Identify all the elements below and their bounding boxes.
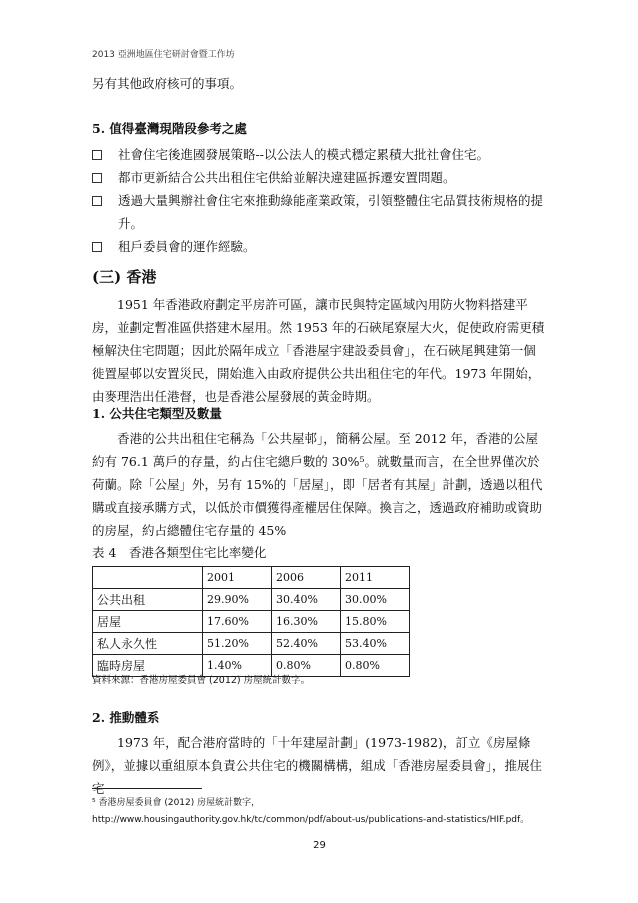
table-cell	[93, 567, 203, 589]
bullet-item	[92, 189, 547, 231]
subsection-2-heading: 2. 推動體系	[92, 710, 160, 725]
table-cell: 30.40%	[272, 589, 341, 611]
promotion-system-paragraph: 1973 年，配合港府當時的「十年建屋計劃」(1973-1982)，訂立《房屋條例》，並據以重組原本負責公共住宅的機關構構，組成「香港房屋委員會」，推展住宅	[92, 735, 543, 796]
hong-kong-paragraph: 1951 年香港政府劃定平房許可區，讓市民與特定區域內用防火物料搭建平房，並劃定暫准區供搭建木屋用。然 1953 年的石硤尾寮屋大火，促使政府需更積極解決住宅問題；因此於隔年成立「香港屋宇建設委員會」，在石硤尾興建第一個徙置屋邨以安置災民，開始進入由政府提供公共出租住宅的年代。1973 年開始，由麥理浩出任港督，也是香港公屋發展的黃金時期。	[92, 297, 545, 404]
bullet-text: 都市更新結合公共出租住宅供給並解決違建區拆遷安置問題。	[118, 170, 456, 185]
table-cell: 居屋	[93, 611, 203, 633]
table-cell: 2001	[203, 567, 272, 589]
public-housing-paragraph: 香港的公共出租住宅稱為「公共屋邨」，簡稱公屋。至 2012 年，香港的公屋約有 76.1 萬戶的存量，約占住宅總戶數的 30%⁵。就數量而言，在全世界僅次於荷蘭。除「公屋」外，另有 15%的「居屋」，即「居者有其屋」計劃，透過以租代購或直接承購方式，以低於市價獲得產權居住保障。換言之，透過政府補助或資助的房屋，約占總體住宅存量的 45%	[92, 431, 543, 538]
section-5-heading: 5. 值得臺灣現階段參考之處	[92, 121, 247, 136]
bullet-item	[92, 166, 547, 189]
table-cell: 29.90%	[203, 589, 272, 611]
table-row	[93, 611, 410, 633]
bullet-text: 透過大量興辦社會住宅來推動綠能產業政策，引領整體住宅品質技術規格的提升。	[118, 193, 544, 231]
table-cell: 17.60%	[203, 611, 272, 633]
table-cell: 2006	[272, 567, 341, 589]
table-cell: 2011	[341, 567, 410, 589]
table-header-row	[93, 567, 410, 589]
bullet-text: 租戶委員會的運作經驗。	[118, 239, 256, 254]
checkbox-bullet-icon	[92, 150, 102, 160]
table-cell: 51.20%	[203, 633, 272, 655]
subsection-1-heading: 1. 公共住宅類型及數量	[92, 406, 222, 421]
table-cell: 0.80%	[341, 655, 410, 677]
table-source-note: 資料來源：香港房屋委員會 (2012) 房屋統計數字。	[92, 675, 311, 686]
table-cell: 52.40%	[272, 633, 341, 655]
table-cell: 臨時房屋	[93, 655, 203, 677]
bullet-text: 社會住宅後進國發展策略--以公法人的模式穩定累積大批社會住宅。	[118, 147, 489, 162]
table-cell: 53.40%	[341, 633, 410, 655]
checkbox-bullet-icon	[92, 196, 102, 206]
footnote-divider	[92, 788, 202, 789]
page-number: 29	[313, 840, 326, 851]
checkbox-bullet-icon	[92, 242, 102, 252]
table-row	[93, 589, 410, 611]
table-cell: 16.30%	[272, 611, 341, 633]
checkbox-bullet-icon	[92, 173, 102, 183]
bullet-item	[92, 235, 547, 258]
intro-line: 另有其他政府核可的事項。	[92, 76, 243, 91]
bullet-item	[92, 143, 547, 166]
table-cell: 0.80%	[272, 655, 341, 677]
table-row	[93, 633, 410, 655]
table-caption: 表 4 香港各類型住宅比率變化	[92, 545, 267, 560]
housing-ratio-table	[92, 566, 410, 677]
table-cell: 15.80%	[341, 611, 410, 633]
table-cell: 私人永久性	[93, 633, 203, 655]
section-3-heading: (三) 香港	[92, 268, 157, 286]
footnote-url: http://www.housingauthority.gov.hk/tc/common/pdf/about-us/publications-and-statistics/HIF.pdf。	[92, 815, 530, 825]
table-cell: 1.40%	[203, 655, 272, 677]
running-header: 2013 亞洲地區住宅研討會暨工作坊	[92, 50, 235, 60]
table-cell: 公共出租	[93, 589, 203, 611]
table-cell: 30.00%	[341, 589, 410, 611]
footnote-line-1: ⁵ 香港房屋委員會 (2012) 房屋統計數字，	[92, 798, 261, 808]
